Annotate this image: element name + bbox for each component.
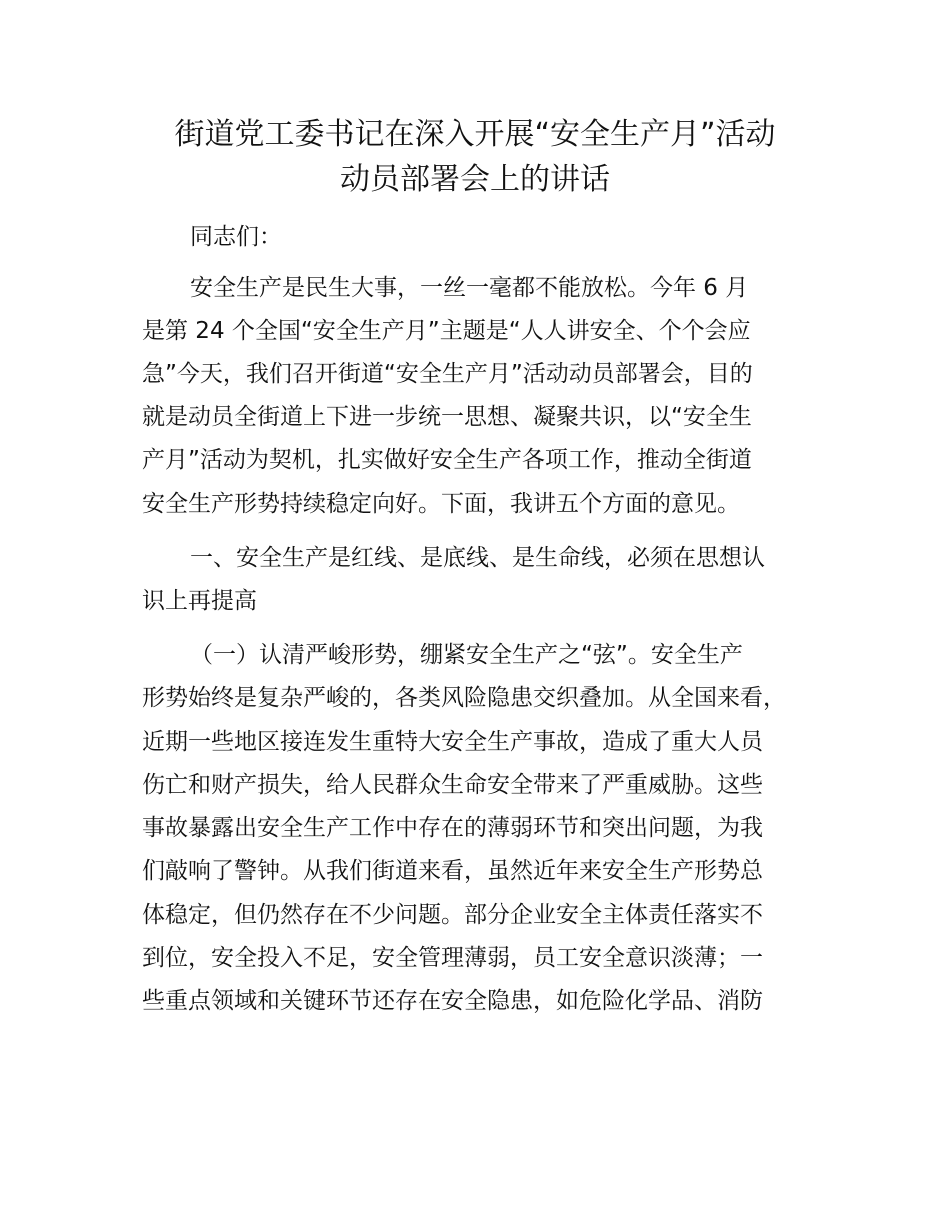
paragraph-line: 急”今天，我们召开街道“安全生产月”活动动员部署会，目的 xyxy=(142,361,753,387)
paragraph-line: 伤亡和财产损失，给人民群众生命安全带来了严重威胁。这些 xyxy=(142,772,763,798)
paragraph-line: 体稳定，但仍然存在不少问题。部分企业安全主体责任落实不 xyxy=(142,902,763,928)
paragraph-line: 些重点领域和关键环节还存在安全隐患，如危险化学品、消防 xyxy=(142,988,763,1014)
paragraph-line: 安全生产形势持续稳定向好。下面，我讲五个方面的意见。 xyxy=(142,491,740,517)
paragraph-line: 到位，安全投入不足，安全管理薄弱，员工安全意识淡薄；一 xyxy=(142,945,763,971)
paragraph-line: 是第 24 个全国“安全生产月”主题是“人人讲安全、个个会应 xyxy=(142,318,751,344)
section-heading-line: 一、安全生产是红线、是底线、是生命线，必须在思想认 xyxy=(190,545,765,571)
paragraph-line: 就是动员全街道上下进一步统一思想、凝聚共识，以“安全生 xyxy=(142,404,752,430)
section-heading-line: 识上再提高 xyxy=(142,588,257,614)
paragraph-line: （一）认清严峻形势，绷紧安全生产之“弦”。安全生产 xyxy=(190,642,743,668)
paragraph-line: 安全生产是民生大事，一丝一毫都不能放松。今年 6 月 xyxy=(190,275,749,301)
paragraph-line: 近期一些地区接连发生重特大安全生产事故，造成了重大人员 xyxy=(142,729,763,755)
paragraph-line: 产月”活动为契机，扎实做好安全生产各项工作，推动全街道 xyxy=(142,447,752,473)
paragraph-line: 们敲响了警钟。从我们街道来看，虽然近年来安全生产形势总 xyxy=(142,858,763,884)
greeting: 同志们： xyxy=(190,224,282,250)
page-subtitle: 动员部署会上的讲话 xyxy=(340,162,610,197)
paragraph-line: 形势始终是复杂严峻的，各类风险隐患交织叠加。从全国来看， xyxy=(142,685,786,711)
paragraph-line: 事故暴露出安全生产工作中存在的薄弱环节和突出问题，为我 xyxy=(142,815,763,841)
page-title: 街道党工委书记在深入开展“安全生产月”活动 xyxy=(174,117,776,152)
